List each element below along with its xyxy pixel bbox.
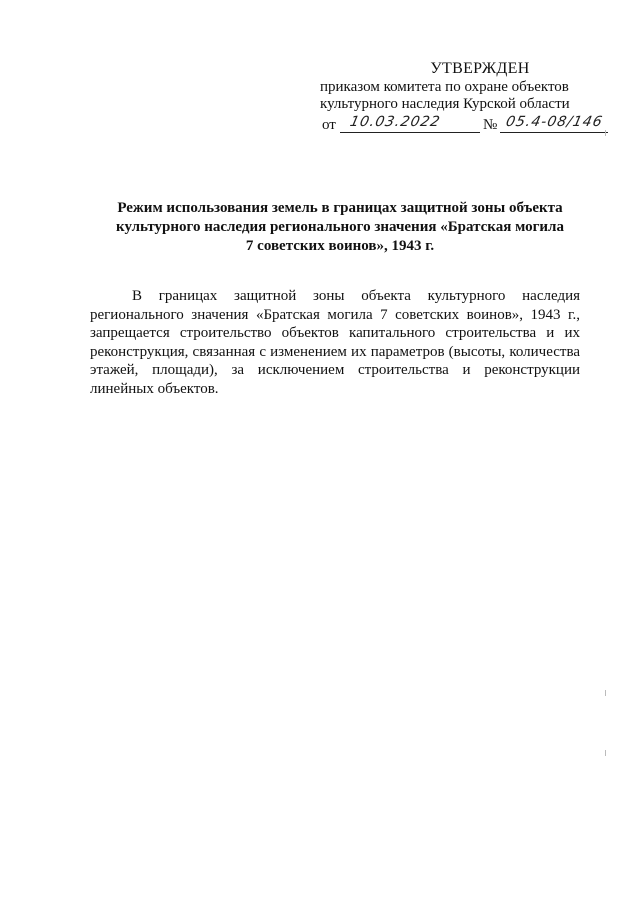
- document-title: [60, 199, 620, 256]
- approval-heading: УТВЕРЖДЕН: [430, 60, 530, 77]
- approval-block: [320, 60, 610, 137]
- approval-line-1: приказом комитета по охране объектов: [320, 79, 569, 95]
- regime-paragraph: В границах защитной зоны объекта культурного наследия регионального значения «Братская могила 7 советских воинов», 1943 г., запрещается строительство объектов капитального строительства и их реконструкция, связанная с изменением их параметров (высоты, количества этажей, площади), за исключением строительства и реконструкции линейных объектов.: [90, 288, 580, 397]
- scan-artifact: [605, 130, 606, 136]
- date-prefix: от: [322, 117, 336, 133]
- scan-artifact: [605, 750, 606, 756]
- handwritten-date: 10.03.2022: [348, 114, 442, 130]
- date-underline: [340, 132, 480, 133]
- number-prefix: №: [483, 117, 498, 133]
- title-line-1: Режим использования земель в границах защитной зоны объекта: [117, 200, 563, 216]
- title-line-2: культурного наследия регионального значения «Братская могила: [116, 219, 564, 235]
- number-underline: [500, 132, 608, 133]
- approval-line-2: культурного наследия Курской области: [320, 96, 570, 112]
- scan-artifact: [605, 690, 606, 696]
- order-date-number-line: [320, 115, 610, 137]
- handwritten-number: 05.4-08/146: [504, 114, 605, 130]
- title-line-3: 7 советских воинов», 1943 г.: [245, 238, 435, 254]
